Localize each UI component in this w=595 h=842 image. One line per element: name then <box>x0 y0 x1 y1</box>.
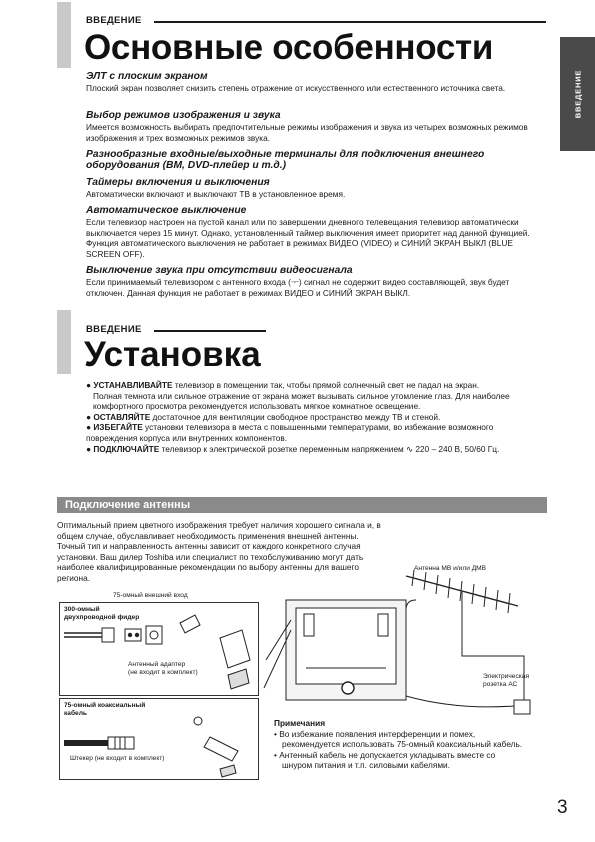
feature-heading: ЭЛТ с плоским экраном <box>86 71 208 82</box>
antenna-intro: Оптимальный прием цветного изображения требует наличия хорошего сигнала и, в общем случае, обуславливает необходимость применения внешней антенны. Точный тип и направленность антенны зависит от каждого конкретного случая установки. Ваш дилер Toshiba или специалист по техобслуживанию могут дать наиболее квалифицированные рекомендации по выбору антенны для вашего региона. <box>57 520 381 583</box>
feature-body: Автоматически включают и выключают ТВ в установленное время. <box>86 189 346 199</box>
bullet-text: достаточное для вентиляции свободное пространство между ТВ и стеной. <box>150 411 441 422</box>
section2-title: Установка <box>84 335 261 374</box>
bullet-text: телевизор в помещении так, чтобы прямой солнечный свет не падал на экран. <box>172 380 480 390</box>
coax-box <box>59 698 259 780</box>
page-number: 3 <box>557 797 568 818</box>
section1-kicker-line <box>154 21 546 23</box>
feature-heading: Автоматическое выключение <box>86 205 247 216</box>
notes-heading: Примечания <box>274 718 326 728</box>
label-socket: Электрическая розетка АС <box>483 673 530 688</box>
feeder-illustration <box>60 603 258 695</box>
feature-body: Если принимаемый телевизором с антенного входа (ᅮ) сигнал не содержит видео составляющей, звук будет отключен. Данная функция не работает в режимах ВИДЕО и СИНИЙ ЭКРАН ВЫКЛ. <box>86 277 510 298</box>
section1-title: Основные особенности <box>84 28 494 67</box>
antenna-section-title: Подключение антенны <box>65 499 191 511</box>
bullet-extra: Полная темнота или сильное отражение от экрана может вызывать сильное утомление глаз. Для наиболее комфортного просмотра рекомендуется использовать мягкое комнатное освещение. <box>93 390 510 412</box>
label-300-feeder: 300-омный двухпроводной фидер <box>64 606 140 621</box>
bullet-lead: УСТАНАВЛИВАЙТЕ <box>93 380 173 390</box>
tv-antenna-illustration <box>256 570 556 715</box>
label-adapter: Антенный адаптер (не входит в комплект) <box>128 661 198 676</box>
bullet-item: ● ПОДКЛЮЧАЙТЕ телевизор к электрической розетке переменным напряжением ∿ 220 – 240 В, 50/60 Гц. <box>86 443 500 454</box>
feature-body: Если телевизор настроен на пустой канал или по завершении дневного телевещания телевизор автоматически выключается через 15 минут. Однако, установленный таймер выключения имеет приоритет над данной функцией. Функция автоматического выключения не работает в режимах ВИДЕО (VIDEO) и СИНИЙ ЭКРАН ВЫКЛ (BLUE SCREEN OFF). <box>86 217 530 259</box>
coax-illustration <box>60 699 258 779</box>
bullet-text: телевизор к электрической розетке переменным напряжением ∿ 220 – 240 В, 50/60 Гц. <box>159 443 500 454</box>
feature-body: Плоский экран позволяет снизить степень отражение от искусственного или естественного источника света. <box>86 83 506 93</box>
feeder-box <box>59 602 259 696</box>
label-75-coax: 75-омный коаксиальный кабель <box>64 702 146 717</box>
bullet-item: ● УСТАНАВЛИВАЙТЕ телевизор в помещении так, чтобы прямой солнечный свет не падал на экран. <box>86 380 480 390</box>
note-item: • Во избежание появления интерференции и помех, рекомендуется использовать 75-омный коаксиальный кабель. <box>274 728 523 750</box>
label-75-input: 75-омный внешний вход <box>113 592 188 599</box>
bullet-text: установки телевизора в места с повышенными температурами, во избежание возможного повреждения корпуса или внутренних компонентов. <box>86 422 494 443</box>
notes-block <box>274 718 524 771</box>
bullet-lead: ИЗБЕГАЙТЕ <box>93 422 143 433</box>
bullet-lead: ОСТАВЛЯЙТЕ <box>93 411 151 422</box>
bullet-lead: ПОДКЛЮЧАЙТЕ <box>93 443 160 454</box>
antenna-section-bar <box>57 497 547 513</box>
feature-body: Имеется возможность выбирать предпочтительные режимы изображения и звука из четырех возможных режимов изображения и трех возможных режимов звука. <box>86 122 528 143</box>
feature-heading: Таймеры включения и выключения <box>86 177 270 188</box>
section2-kicker: ВВЕДЕНИЕ <box>86 324 142 335</box>
feature-heading: Разнообразные входные/выходные терминалы для подключения внешнего оборудования (ВМ, DVD-плейер и т.д.) <box>86 149 485 171</box>
section1-kicker: ВВЕДЕНИЕ <box>86 15 142 26</box>
bullet-item: ● ОСТАВЛЯЙТЕ достаточное для вентиляции свободное пространство между ТВ и стеной. <box>86 411 441 422</box>
feature-heading: Выключение звука при отсутствии видеосигнала <box>86 265 353 276</box>
label-plug: Штекер (не входит в комплект) <box>70 755 165 762</box>
install-bullets <box>86 380 546 454</box>
bullet-item: ● ИЗБЕГАЙТЕ установки телевизора в места с повышенными температурами, во избежание возможного повреждения корпуса или внутренних компонентов. <box>86 422 494 443</box>
section2-kicker-line <box>154 330 266 332</box>
feature-heading: Выбор режимов изображения и звука <box>86 110 281 121</box>
label-antenna: Антенна МВ и/или ДМВ <box>414 565 487 572</box>
side-tab <box>560 37 595 151</box>
section1-grey-bar <box>57 2 71 68</box>
note-item: • Антенный кабель не допускается укладывать вместе со шнуром питания и т.п. силовыми кабелями. <box>274 749 496 771</box>
section2-grey-bar <box>57 310 71 374</box>
side-tab-label: ВВЕДЕНИЕ <box>573 69 582 119</box>
